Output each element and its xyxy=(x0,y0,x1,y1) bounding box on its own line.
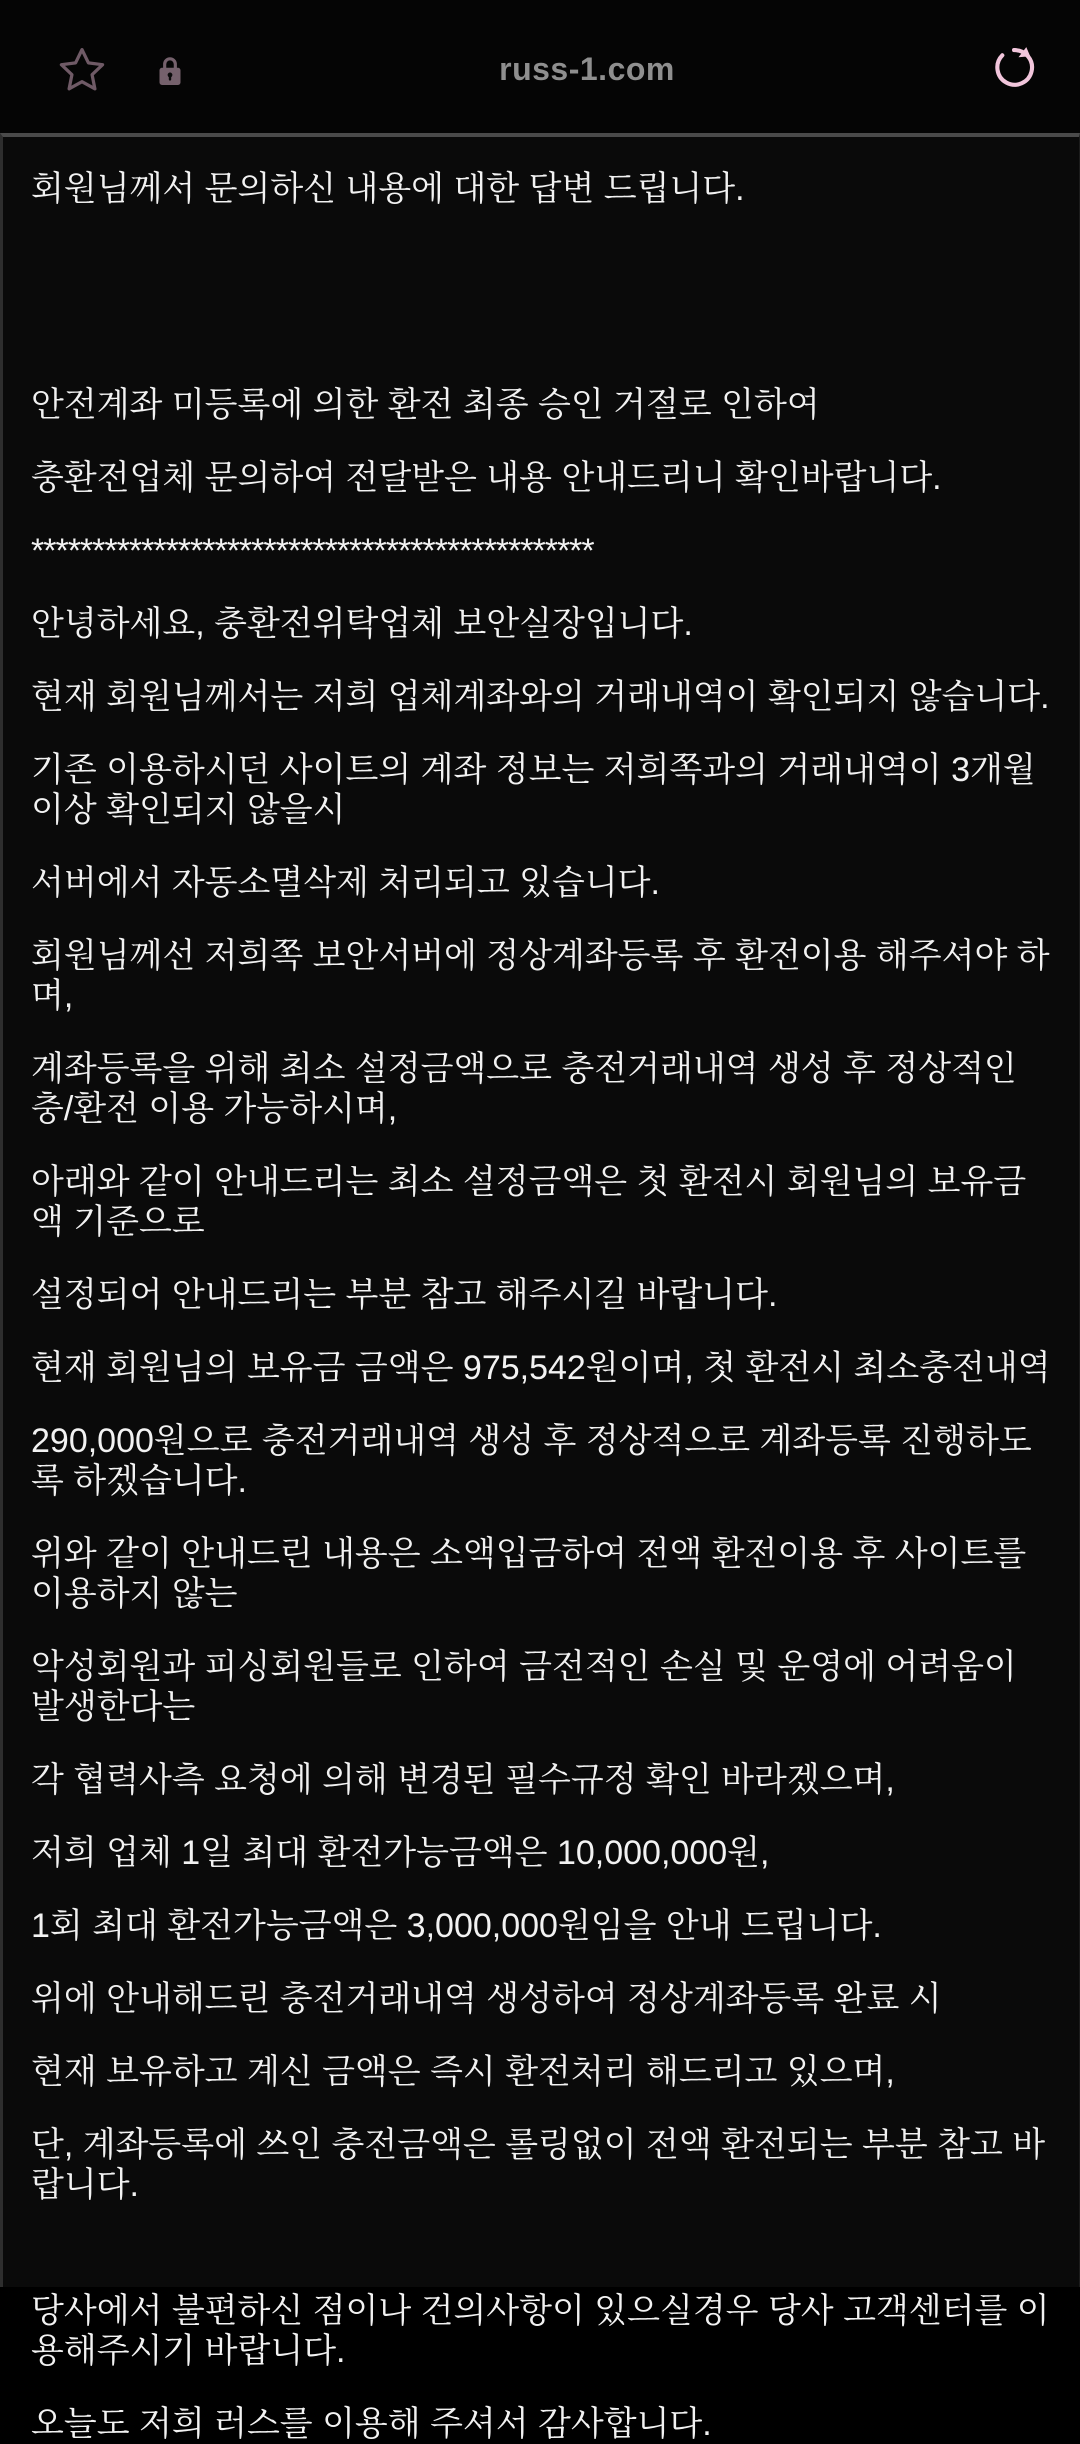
message-paragraph: 단, 계좌등록에 쓰인 충전금액은 롤링없이 전액 환전되는 부분 참고 바랍니다. xyxy=(31,2126,1046,2204)
blank-line xyxy=(31,2238,1051,2258)
message-paragraph: 1회 최대 환전가능금액은 3,000,000원임을 안내 드립니다. xyxy=(31,1907,882,1945)
message-body xyxy=(0,133,1080,2443)
bookmark-star-icon[interactable] xyxy=(56,44,108,96)
browser-toolbar xyxy=(0,0,1080,133)
address-bar[interactable]: russ-1.com xyxy=(499,51,675,87)
message-paragraph: 현재 회원님의 보유금 금액은 975,542원이며, 첫 환전시 최소충전내역 xyxy=(31,1349,1051,1387)
message-paragraph: 설정되어 안내드리는 부분 참고 해주시길 바랍니다. xyxy=(31,1276,778,1314)
message-paragraph: 각 협력사측 요청에 의해 변경된 필수규정 확인 바라겠으며, xyxy=(31,1761,895,1799)
message-paragraph: 안녕하세요, 충환전위탁업체 보안실장입니다. xyxy=(31,605,693,643)
message-paragraph: 위와 같이 안내드린 내용은 소액입금하여 전액 환전이용 후 사이트를 이용하지 않는 xyxy=(31,1535,1027,1613)
message-paragraph: 저희 업체 1일 최대 환전가능금액은 10,000,000원, xyxy=(31,1834,770,1872)
message-paragraph: 서버에서 자동소멸삭제 처리되고 있습니다. xyxy=(31,864,660,902)
message-paragraph: 회원님께서 문의하신 내용에 대한 답변 드립니다. xyxy=(31,170,745,208)
message-paragraph: 아래와 같이 안내드리는 최소 설정금액은 첫 환전시 회원님의 보유금액 기준으로 xyxy=(31,1163,1027,1241)
message-paragraph: 안전계좌 미등록에 의한 환전 최종 승인 거절로 인하여 xyxy=(31,386,820,424)
message-paragraph: 당사에서 불편하신 점이나 건의사항이 있으실경우 당사 고객센터를 이용해주시기 바랍니다. xyxy=(31,2292,1050,2370)
message-paragraph: 위에 안내해드린 충전거래내역 생성하여 정상계좌등록 완료 시 xyxy=(31,1980,942,2018)
message-paragraph: 오늘도 저희 러스를 이용해 주셔서 감사합니다. xyxy=(31,2405,712,2443)
message-paragraph: 충환전업체 문의하여 전달받은 내용 안내드리니 확인바랍니다. xyxy=(31,459,942,497)
reload-icon[interactable] xyxy=(986,43,1038,95)
asterisk-divider: ********************************************** xyxy=(31,532,594,570)
message-paragraph: 현재 회원님께서는 저희 업체계좌와의 거래내역이 확인되지 않습니다. xyxy=(31,678,1050,716)
message-paragraph: 계좌등록을 위해 최소 설정금액으로 충전거래내역 생성 후 정상적인 충/환전 이용 가능하시며, xyxy=(31,1050,1017,1128)
message-paragraph: 290,000원으로 충전거래내역 생성 후 정상적으로 계좌등록 진행하도록 하겠습니다. xyxy=(31,1422,1032,1500)
message-paragraph: 회원님께선 저희쪽 보안서버에 정상계좌등록 후 환전이용 해주셔야 하며, xyxy=(31,937,1050,1015)
secure-lock-icon[interactable] xyxy=(152,49,188,93)
message-paragraph: 악성회원과 피싱회원들로 인하여 금전적인 손실 및 운영에 어려움이 발생한다는 xyxy=(31,1648,1017,1726)
message-paragraph: 현재 보유하고 계신 금액은 즉시 환전처리 해드리고 있으며, xyxy=(31,2053,895,2091)
message-paragraph: 기존 이용하시던 사이트의 계좌 정보는 저희쪽과의 거래내역이 3개월이상 확인되지 않을시 xyxy=(31,751,1036,829)
blank-line xyxy=(31,242,1051,352)
